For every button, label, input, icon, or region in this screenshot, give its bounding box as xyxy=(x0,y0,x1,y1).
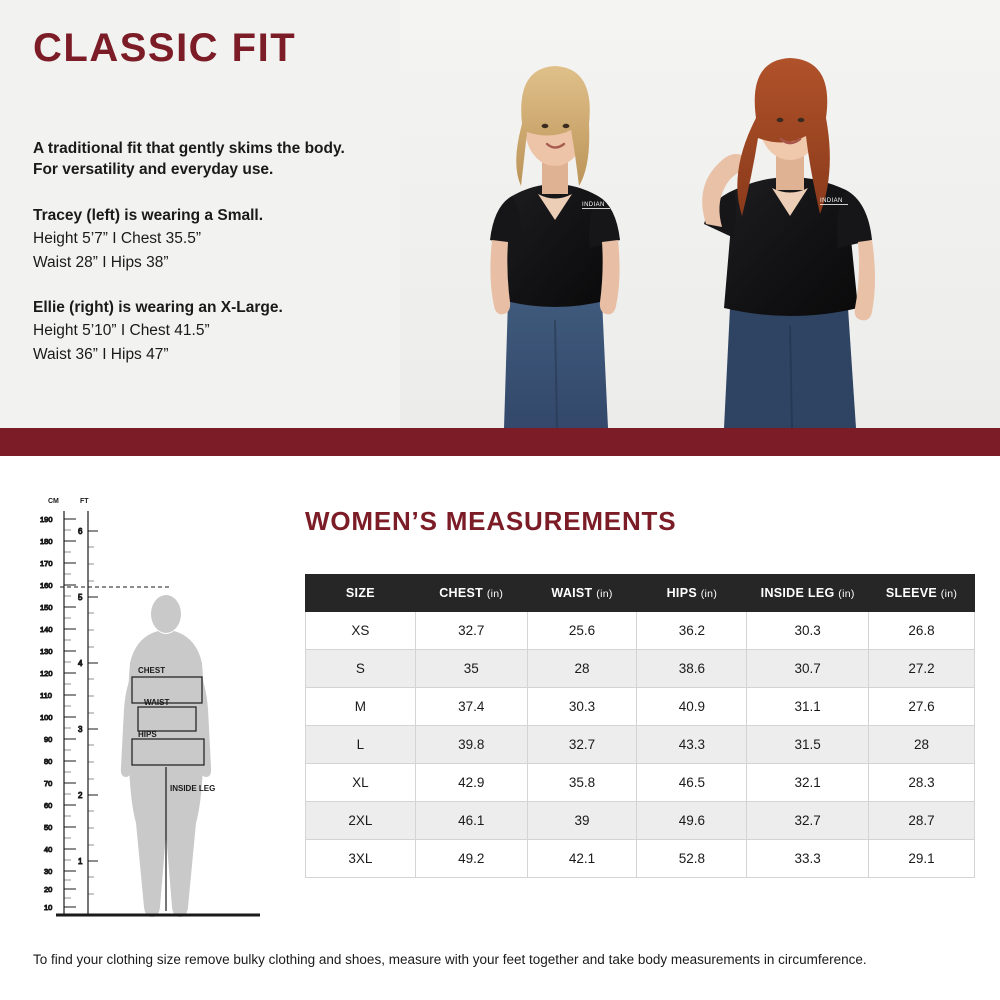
cell-size: 2XL xyxy=(306,802,416,840)
cell-waist: 35.8 xyxy=(527,764,637,802)
body-measurement-diagram xyxy=(18,491,280,961)
col-header-inside-leg: INSIDE LEG (in) xyxy=(747,575,869,612)
model-1-line1: Height 5’7” I Chest 35.5” xyxy=(33,230,202,248)
cell-hips: 36.2 xyxy=(637,612,747,650)
svg-text:140: 140 xyxy=(40,625,53,634)
cell-waist: 32.7 xyxy=(527,726,637,764)
table-row xyxy=(306,650,975,688)
accent-divider-bar xyxy=(0,428,1000,456)
svg-text:INSIDE LEG: INSIDE LEG xyxy=(170,784,216,793)
cell-size: M xyxy=(306,688,416,726)
cell-sleeve: 28 xyxy=(869,726,975,764)
svg-text:40: 40 xyxy=(44,845,53,854)
cell-waist: 30.3 xyxy=(527,688,637,726)
fit-description-block xyxy=(33,138,363,367)
fit-intro-text: A traditional fit that gently skims the body. For versatility and everyday use. xyxy=(33,140,345,179)
svg-text:90: 90 xyxy=(44,735,53,744)
cell-chest: 39.8 xyxy=(415,726,527,764)
cell-inside-leg: 30.3 xyxy=(747,612,869,650)
cell-hips: 46.5 xyxy=(637,764,747,802)
cell-sleeve: 28.3 xyxy=(869,764,975,802)
svg-text:60: 60 xyxy=(44,801,53,810)
svg-text:70: 70 xyxy=(44,779,53,788)
svg-text:5: 5 xyxy=(78,593,83,602)
cell-chest: 32.7 xyxy=(415,612,527,650)
col-header-sleeve: SLEEVE (in) xyxy=(869,575,975,612)
cell-chest: 37.4 xyxy=(415,688,527,726)
svg-text:CHEST: CHEST xyxy=(138,666,166,675)
cell-size: XS xyxy=(306,612,416,650)
model-photos xyxy=(400,0,1000,428)
svg-text:180: 180 xyxy=(40,537,53,546)
svg-text:120: 120 xyxy=(40,669,53,678)
cell-hips: 40.9 xyxy=(637,688,747,726)
cell-sleeve: 29.1 xyxy=(869,840,975,878)
cell-sleeve: 28.7 xyxy=(869,802,975,840)
table-row xyxy=(306,726,975,764)
cell-sleeve: 27.2 xyxy=(869,650,975,688)
ruler-and-figure-svg xyxy=(18,491,280,961)
cell-size: XL xyxy=(306,764,416,802)
classic-fit-hero xyxy=(0,0,1000,428)
table-row xyxy=(306,764,975,802)
model-2-name: Ellie (right) is wearing an X-Large. xyxy=(33,298,283,316)
cell-inside-leg: 32.1 xyxy=(747,764,869,802)
cell-waist: 39 xyxy=(527,802,637,840)
svg-text:20: 20 xyxy=(44,885,53,894)
table-row xyxy=(306,688,975,726)
cell-inside-leg: 31.5 xyxy=(747,726,869,764)
cell-sleeve: 26.8 xyxy=(869,612,975,650)
cell-inside-leg: 30.7 xyxy=(747,650,869,688)
table-row xyxy=(306,802,975,840)
col-header-hips: HIPS (in) xyxy=(637,575,747,612)
svg-text:100: 100 xyxy=(40,713,53,722)
col-header-chest: CHEST (in) xyxy=(415,575,527,612)
svg-text:6: 6 xyxy=(78,527,83,536)
models-illustration xyxy=(400,0,1000,428)
svg-text:3: 3 xyxy=(78,725,83,734)
svg-text:HIPS: HIPS xyxy=(138,730,157,739)
svg-text:150: 150 xyxy=(40,603,53,612)
col-header-size: SIZE xyxy=(306,575,416,612)
spacer xyxy=(33,275,363,297)
svg-text:1: 1 xyxy=(78,857,83,866)
col-header-waist: WAIST (in) xyxy=(527,575,637,612)
svg-text:10: 10 xyxy=(44,903,53,912)
cell-chest: 42.9 xyxy=(415,764,527,802)
measurements-title: WOMEN’S MEASUREMENTS xyxy=(305,506,677,536)
womens-measurements-table xyxy=(305,574,975,878)
svg-text:160: 160 xyxy=(40,581,53,590)
svg-text:CM: CM xyxy=(48,498,59,505)
cell-size: L xyxy=(306,726,416,764)
page-title: CLASSIC FIT xyxy=(33,26,297,70)
model-1-name: Tracey (left) is wearing a Small. xyxy=(33,206,264,224)
table-header-row xyxy=(306,575,975,612)
svg-text:2: 2 xyxy=(78,791,83,800)
svg-text:80: 80 xyxy=(44,757,53,766)
table-row xyxy=(306,612,975,650)
model-2-line2: Waist 36” I Hips 47” xyxy=(33,345,169,363)
measuring-instructions: To find your clothing size remove bulky clothing and shoes, measure with your feet together and take body measurements in circumference. xyxy=(33,952,867,967)
cell-inside-leg: 33.3 xyxy=(747,840,869,878)
cell-hips: 38.6 xyxy=(637,650,747,688)
chest-logo-b: INDIAN xyxy=(820,198,843,204)
cell-hips: 43.3 xyxy=(637,726,747,764)
svg-text:110: 110 xyxy=(40,691,52,700)
svg-text:FT: FT xyxy=(80,498,89,505)
table-row xyxy=(306,840,975,878)
cell-waist: 28 xyxy=(527,650,637,688)
model-1-line2: Waist 28” I Hips 38” xyxy=(33,253,169,271)
svg-text:130: 130 xyxy=(40,647,53,656)
chest-logo-a: INDIAN xyxy=(582,202,605,208)
cell-sleeve: 27.6 xyxy=(869,688,975,726)
model-2-line1: Height 5’10” I Chest 41.5” xyxy=(33,322,210,340)
cell-inside-leg: 32.7 xyxy=(747,802,869,840)
svg-text:170: 170 xyxy=(40,559,53,568)
cell-hips: 52.8 xyxy=(637,840,747,878)
svg-text:190: 190 xyxy=(40,515,53,524)
cell-inside-leg: 31.1 xyxy=(747,688,869,726)
measurements-section xyxy=(0,456,1000,1000)
svg-text:30: 30 xyxy=(44,867,53,876)
cell-chest: 46.1 xyxy=(415,802,527,840)
svg-text:WAIST: WAIST xyxy=(144,698,170,707)
cell-waist: 25.6 xyxy=(527,612,637,650)
cell-size: 3XL xyxy=(306,840,416,878)
cell-size: S xyxy=(306,650,416,688)
cell-chest: 49.2 xyxy=(415,840,527,878)
cell-waist: 42.1 xyxy=(527,840,637,878)
svg-text:4: 4 xyxy=(78,659,83,668)
svg-text:50: 50 xyxy=(44,823,53,832)
cell-chest: 35 xyxy=(415,650,527,688)
cell-hips: 49.6 xyxy=(637,802,747,840)
